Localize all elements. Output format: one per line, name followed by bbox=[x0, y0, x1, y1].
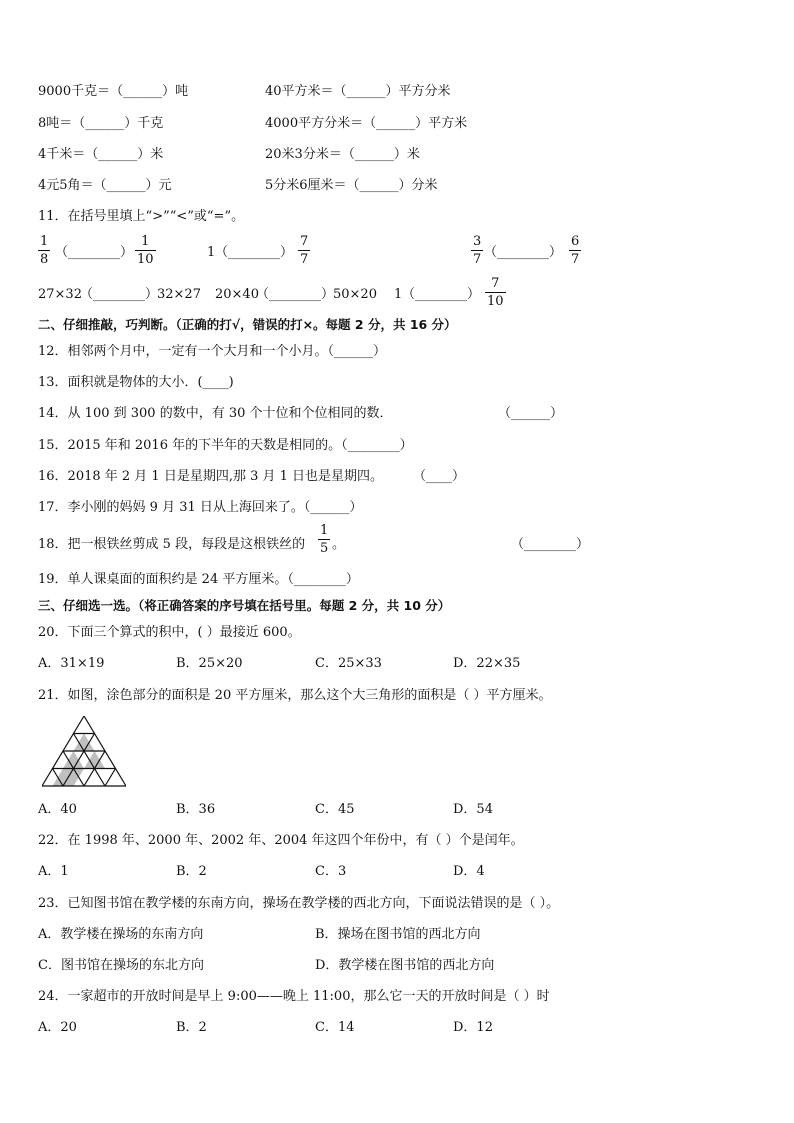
triangle-grid-lines bbox=[42, 716, 126, 786]
section2-header: 二、仔细推敲，巧判断。（正确的打√，错误的打×。每题 2 分，共 16 分） bbox=[38, 317, 457, 332]
fraction-bar bbox=[318, 539, 330, 540]
q18-fraction bbox=[318, 523, 330, 556]
q11-blank-6[interactable]: （________） bbox=[402, 287, 481, 302]
denominator: 8 bbox=[40, 252, 49, 267]
shaded-triangle bbox=[84, 751, 105, 769]
fraction-bar bbox=[569, 250, 581, 251]
shaded-triangle bbox=[63, 751, 84, 769]
q11-fraction-6 bbox=[569, 234, 581, 267]
numerator: 7 bbox=[300, 234, 309, 249]
q13: 13．面积就是物体的大小．(____) bbox=[38, 375, 234, 390]
q18: 18．把一根铁丝剪成 5 段，每段是这根铁丝的 bbox=[38, 537, 306, 552]
q11-whole-1: 1 bbox=[207, 245, 216, 260]
numerator: 1 bbox=[320, 523, 329, 538]
denominator: 10 bbox=[137, 252, 154, 267]
q22-option-c[interactable]: C．3 bbox=[315, 864, 347, 879]
q11-blank-2[interactable]: （________） bbox=[215, 245, 294, 260]
q20-option-c[interactable]: C．25×33 bbox=[315, 656, 382, 671]
q17: 17．李小刚的妈妈 9 月 31 日从上海回来了。（______） bbox=[38, 500, 363, 515]
q24-option-c[interactable]: C．14 bbox=[315, 1020, 355, 1035]
q20-option-a[interactable]: A．31×19 bbox=[38, 656, 105, 671]
numerator: 7 bbox=[491, 276, 500, 291]
q20-stem: 20．下面三个算式的积中，( ）最接近 600。 bbox=[38, 625, 301, 640]
q16-blank[interactable]: （____） bbox=[413, 469, 466, 484]
conv-2-left: 8吨＝（______）千克 bbox=[38, 116, 164, 131]
q11-fraction-5 bbox=[471, 234, 483, 267]
q11-fraction-2 bbox=[135, 234, 156, 267]
q11-title: 11．在括号里填上“>”“<”或“=”。 bbox=[38, 209, 245, 224]
q18-end: 。 bbox=[332, 537, 346, 552]
denominator: 7 bbox=[473, 252, 482, 267]
fraction-bar bbox=[135, 250, 156, 251]
conv-1-left: 9000千克＝（______）吨 bbox=[38, 84, 189, 99]
denominator: 10 bbox=[487, 294, 504, 309]
fraction-bar bbox=[485, 292, 506, 293]
conv-2-right: 4000平方分米＝（______）平方米 bbox=[265, 116, 468, 131]
q11-expr-d: 50×20 bbox=[333, 287, 377, 302]
q23-option-c[interactable]: C．图书馆在操场的东北方向 bbox=[38, 958, 204, 973]
shaded-triangle bbox=[74, 734, 95, 752]
q21-option-b[interactable]: B．36 bbox=[176, 802, 216, 817]
numerator: 1 bbox=[40, 234, 49, 249]
q24-option-a[interactable]: A．20 bbox=[38, 1020, 77, 1035]
q23-option-b[interactable]: B．操场在图书馆的西北方向 bbox=[315, 927, 481, 942]
q24-option-d[interactable]: D．12 bbox=[453, 1020, 493, 1035]
q20-option-d[interactable]: D．22×35 bbox=[453, 656, 521, 671]
q16: 16．2018 年 2 月 1 日是星期四,那 3 月 1 日也是星期四。 bbox=[38, 469, 384, 484]
q24-stem: 24．一家超市的开放时间是早上 9:00——晚上 11:00，那么它一天的开放时间是（ ）时 bbox=[38, 989, 550, 1004]
fraction-bar bbox=[471, 250, 483, 251]
q14: 14．从 100 到 300 的数中，有 30 个十位和个位相同的数． bbox=[38, 406, 393, 421]
q22-stem: 22．在 1998 年、2000 年、2002 年、2004 年这四个年份中，有（ ）个是闰年。 bbox=[38, 833, 524, 848]
q11-fraction-4 bbox=[298, 234, 310, 267]
conv-3-right: 20米3分米＝（______）米 bbox=[265, 147, 420, 162]
conv-3-left: 4千米＝（______）米 bbox=[38, 147, 164, 162]
conv-4-right: 5分米6厘米＝（______）分米 bbox=[265, 178, 438, 193]
q11-blank-4[interactable]: （________） bbox=[80, 287, 159, 302]
q15: 15．2015 年和 2016 年的下半年的天数是相同的。（________） bbox=[38, 438, 413, 453]
q20-option-b[interactable]: B．25×20 bbox=[176, 656, 243, 671]
q11-fraction-1 bbox=[38, 234, 50, 267]
fraction-bar bbox=[38, 250, 50, 251]
q11-expr-b: 32×27 bbox=[157, 287, 201, 302]
conv-4-left: 4元5角＝（______）元 bbox=[38, 178, 172, 193]
fraction-bar bbox=[298, 250, 310, 251]
q21-option-c[interactable]: C．45 bbox=[315, 802, 355, 817]
q24-option-b[interactable]: B．2 bbox=[176, 1020, 207, 1035]
q22-option-d[interactable]: D．4 bbox=[453, 864, 485, 879]
section3-header: 三、仔细选一选。（将正确答案的序号填在括号里。每题 2 分，共 10 分） bbox=[38, 598, 451, 613]
denominator: 7 bbox=[300, 252, 309, 267]
q12: 12．相邻两个月中，一定有一个大月和一个小月。（______） bbox=[38, 344, 387, 359]
q11-blank-5[interactable]: （________） bbox=[256, 287, 335, 302]
q11-expr-a: 27×32 bbox=[38, 287, 82, 302]
q14-blank[interactable]: （______） bbox=[498, 406, 564, 421]
q21-stem: 21．如图，涂色部分的面积是 20 平方厘米，那么这个大三角形的面积是（ ）平方厘米。 bbox=[38, 688, 552, 703]
q22-option-a[interactable]: A．1 bbox=[38, 864, 69, 879]
triangle-figure bbox=[42, 716, 126, 788]
q22-option-b[interactable]: B．2 bbox=[176, 864, 207, 879]
denominator: 5 bbox=[320, 541, 329, 556]
q19: 19．单人课桌面的面积约是 24 平方厘米。（________） bbox=[38, 572, 359, 587]
q11-fraction-8 bbox=[485, 276, 506, 309]
q23-stem: 23．已知图书馆在教学楼的东南方向，操场在教学楼的西北方向，下面说法错误的是（ ）。 bbox=[38, 896, 560, 911]
q21-option-d[interactable]: D．54 bbox=[453, 802, 493, 817]
q11-whole-2: 1 bbox=[394, 287, 403, 302]
q11-expr-c: 20×40 bbox=[215, 287, 259, 302]
numerator: 6 bbox=[571, 234, 580, 249]
numerator: 1 bbox=[141, 234, 150, 249]
numerator: 3 bbox=[473, 234, 482, 249]
q23-option-a[interactable]: A．教学楼在操场的东南方向 bbox=[38, 927, 204, 942]
q18-blank[interactable]: （________） bbox=[511, 537, 590, 552]
q11-blank-1[interactable]: （________） bbox=[55, 245, 134, 260]
denominator: 7 bbox=[571, 252, 580, 267]
q23-option-d[interactable]: D．教学楼在图书馆的西北方向 bbox=[315, 958, 495, 973]
q11-blank-3[interactable]: （________） bbox=[484, 245, 563, 260]
q21-option-a[interactable]: A．40 bbox=[38, 802, 77, 817]
conv-1-right: 40平方米＝（______）平方分米 bbox=[265, 84, 451, 99]
